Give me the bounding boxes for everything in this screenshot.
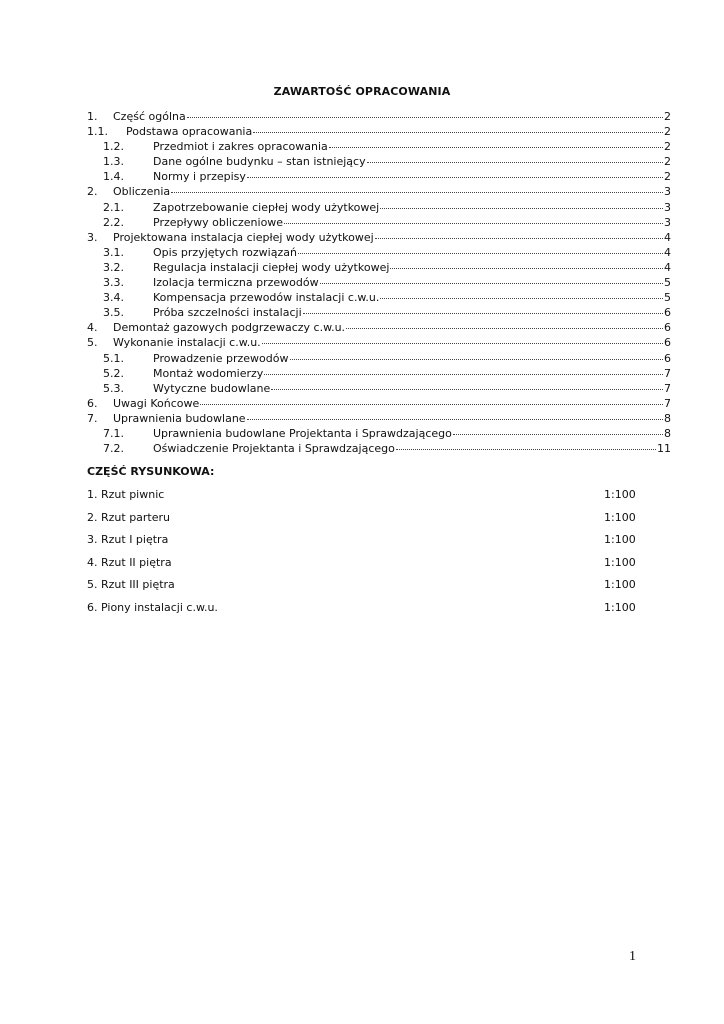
toc-entry-number: 7.1. — [103, 426, 124, 440]
toc-entry-number: 5.3. — [103, 381, 124, 395]
toc-entry-number: 2.1. — [103, 200, 124, 214]
toc-entry-page: 7 — [664, 381, 671, 395]
toc-entry-title: Montaż wodomierzy — [153, 366, 264, 380]
toc-dot-leader — [453, 424, 663, 435]
toc-entry-number: 1.3. — [103, 155, 124, 169]
toc-dot-leader — [329, 137, 663, 148]
toc-dot-leader — [380, 198, 663, 209]
toc-entry-title: Zapotrzebowanie ciepłej wody użytkowej — [153, 200, 380, 214]
toc-dot-leader — [171, 182, 663, 193]
drawing-entry — [87, 556, 647, 579]
toc-entry-page: 3 — [664, 215, 671, 229]
toc-dot-leader — [262, 333, 663, 344]
toc-dot-leader — [380, 288, 663, 299]
toc-dot-leader — [200, 394, 663, 405]
table-of-contents — [87, 109, 671, 456]
toc-dot-leader — [367, 152, 663, 163]
toc-entry-title: Izolacja termiczna przewodów — [153, 276, 319, 290]
drawing-entry — [87, 578, 647, 601]
toc-entry-page: 6 — [664, 306, 671, 320]
toc-dot-leader — [290, 349, 664, 360]
toc-entry-number: 3.4. — [103, 291, 124, 305]
toc-entry-title: Uprawnienia budowlane Projektanta i Sprawdzającego — [153, 426, 452, 440]
drawing-entry — [87, 511, 647, 534]
toc-entry-number: 5. — [87, 336, 98, 350]
toc-entry-title: Normy i przepisy — [153, 170, 246, 184]
toc-entry-title: Wytyczne budowlane — [153, 381, 271, 395]
toc-dot-leader — [284, 213, 663, 224]
toc-entry-number: 1.2. — [103, 140, 124, 154]
drawing-scale: 1:100 — [604, 488, 636, 501]
drawing-name: 6. Piony instalacji c.w.u. — [87, 600, 218, 614]
page-number: 1 — [629, 949, 636, 964]
toc-entry-page: 6 — [664, 351, 671, 365]
toc-dot-leader — [247, 167, 663, 178]
toc-entry-title: Podstawa opracowania — [126, 125, 253, 139]
toc-entry-page: 6 — [664, 321, 671, 335]
toc-entry-number: 2. — [87, 185, 98, 199]
drawing-name: 3. Rzut I piętra — [87, 533, 169, 547]
toc-entry-number: 5.2. — [103, 366, 124, 380]
toc-entry-page: 2 — [664, 170, 671, 184]
toc-entry-number: 3. — [87, 230, 98, 244]
toc-entry-title: Opis przyjętych rozwiązań — [153, 245, 297, 259]
drawing-name: 1. Rzut piwnic — [87, 488, 165, 501]
toc-entry-page: 2 — [664, 110, 671, 123]
toc-dot-leader — [187, 107, 663, 118]
toc-dot-leader — [396, 439, 656, 450]
toc-entry-number: 7. — [87, 411, 98, 425]
toc-entry-title: Prowadzenie przewodów — [153, 351, 289, 365]
toc-entry-page: 4 — [664, 230, 671, 244]
toc-dot-leader — [271, 379, 663, 390]
toc-entry-number: 1. — [87, 110, 98, 123]
toc-dot-leader — [346, 318, 663, 329]
drawings-heading: CZĘŚĆ RYSUNKOWA: — [87, 465, 215, 478]
drawings-list — [87, 488, 647, 624]
toc-entry-title: Obliczenia — [113, 185, 171, 199]
toc-entry-page: 2 — [664, 125, 671, 139]
toc-entry-title: Przepływy obliczeniowe — [153, 215, 284, 229]
drawing-scale: 1:100 — [604, 578, 636, 592]
toc-entry-page: 2 — [664, 140, 671, 154]
toc-dot-leader — [298, 243, 663, 254]
drawing-name: 2. Rzut parteru — [87, 510, 171, 524]
toc-entry-number: 3.1. — [103, 245, 124, 259]
toc-entry-number: 2.2. — [103, 215, 124, 229]
toc-entry-number: 1.1. — [87, 125, 108, 139]
toc-dot-leader — [320, 273, 663, 284]
toc-entry-title: Przedmiot i zakres opracowania — [153, 140, 328, 154]
toc-entry-page: 6 — [664, 336, 671, 350]
toc-entry-page: 3 — [664, 200, 671, 214]
toc-entry-page: 8 — [664, 411, 671, 425]
toc-entry-title: Próba szczelności instalacji — [153, 306, 302, 320]
toc-entry-title: Regulacja instalacji ciepłej wody użytkowej — [153, 260, 390, 274]
drawing-entry — [87, 533, 647, 556]
toc-entry-title: Demontaż gazowych podgrzewaczy c.w.u. — [113, 321, 346, 335]
toc-dot-leader — [253, 122, 663, 133]
drawing-scale: 1:100 — [604, 510, 636, 524]
toc-entry-page: 11 — [657, 442, 671, 456]
toc-entry-number: 7.2. — [103, 442, 124, 456]
toc-entry-page: 5 — [664, 276, 671, 290]
toc-entry-page: 4 — [664, 260, 671, 274]
drawing-entry — [87, 488, 647, 511]
toc-entry-title: Oświadczenie Projektanta i Sprawdzającego — [153, 442, 395, 456]
toc-dot-leader — [390, 258, 663, 269]
toc-entry-number: 3.2. — [103, 260, 124, 274]
drawing-name: 4. Rzut II piętra — [87, 555, 172, 569]
toc-entry-title: Uwagi Końcowe — [113, 396, 200, 410]
toc-dot-leader — [303, 303, 663, 314]
toc-entry-page: 8 — [664, 426, 671, 440]
toc-entry-page: 5 — [664, 291, 671, 305]
toc-entry-title: Uprawnienia budowlane — [113, 411, 246, 425]
toc-entry-page: 2 — [664, 155, 671, 169]
toc-entry-page: 3 — [664, 185, 671, 199]
drawing-scale: 1:100 — [604, 555, 636, 569]
toc-entry-title: Część ogólna — [113, 110, 186, 123]
toc-entry-title: Dane ogólne budynku – stan istniejący — [153, 155, 366, 169]
drawing-name: 5. Rzut III piętra — [87, 578, 175, 592]
drawing-scale: 1:100 — [604, 600, 636, 614]
toc-entry-number: 3.5. — [103, 306, 124, 320]
toc-dot-leader — [264, 364, 663, 375]
toc-entry-page: 4 — [664, 245, 671, 259]
toc-entry-title: Wykonanie instalacji c.w.u. — [113, 336, 261, 350]
toc-dot-leader — [375, 228, 663, 239]
toc-entry[interactable] — [87, 441, 671, 456]
toc-entry-page: 7 — [664, 396, 671, 410]
toc-entry-number: 6. — [87, 396, 98, 410]
toc-entry-number: 3.3. — [103, 276, 124, 290]
toc-entry-number: 5.1. — [103, 351, 124, 365]
toc-entry-title: Projektowana instalacja ciepłej wody użytkowej — [113, 230, 374, 244]
toc-heading: ZAWARTOŚĆ OPRACOWANIA — [273, 85, 451, 98]
drawing-entry — [87, 601, 647, 624]
toc-entry-title: Kompensacja przewodów instalacji c.w.u. — [153, 291, 380, 305]
toc-dot-leader — [247, 409, 663, 420]
toc-entry-number: 1.4. — [103, 170, 124, 184]
toc-entry-page: 7 — [664, 366, 671, 380]
drawing-scale: 1:100 — [604, 533, 636, 547]
toc-entry-number: 4. — [87, 321, 98, 335]
